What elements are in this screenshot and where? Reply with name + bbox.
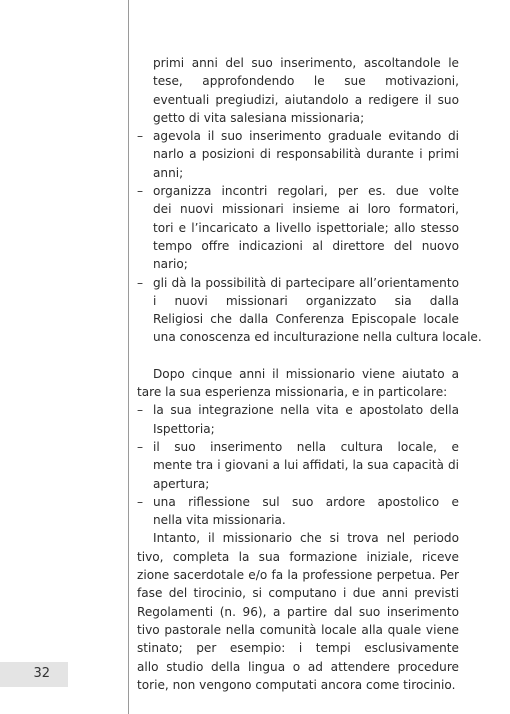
list-dash: – [137, 129, 144, 144]
text-line: primi anni del suo inserimento, ascoltandole le [153, 56, 459, 70]
text-line: getto di vita salesiana missionaria; [153, 110, 365, 125]
text-line: Intanto, il missionario che si trova nel periodo [153, 531, 459, 546]
text-line: Religiosi che dalla Conferenza Episcopale locale [153, 312, 459, 327]
text-line: – una riflessione sul suo ardore apostolico e [137, 493, 459, 511]
body-text [137, 54, 482, 694]
text-line: Ispettoria; [153, 421, 215, 436]
text-line: fase del tirocinio, si computano i due anni previsti [137, 586, 459, 601]
text-line: tivo, completa la sua formazione iniziale, riceve [137, 549, 459, 564]
text-line: una conoscenza ed inculturazione nella cultura locale. [153, 330, 482, 345]
text-line: i nuovi missionari organizzato sia dalla [153, 293, 459, 308]
text-line: tare la sua esperienza missionaria, e in particolare: [137, 385, 448, 400]
text-line: allo studio della lingua o ad attendere procedure [137, 659, 459, 674]
list-item [137, 274, 482, 347]
paragraph [137, 54, 459, 127]
text-line: zione sacerdotale e/o fa la professione perpetua. Per [137, 568, 459, 583]
list-item [137, 182, 459, 273]
paragraph [137, 529, 459, 694]
list-item [137, 127, 459, 182]
page-number: 32 [33, 666, 50, 681]
text-line: tese, approfondendo le sue motivazioni, [153, 74, 459, 89]
page-number-box [0, 662, 68, 687]
text-line: torie, non vengono computati ancora come tirocinio. [137, 677, 456, 692]
list-dash: – [137, 494, 144, 509]
text-line: mente tra i giovani a lui affidati, la sua capacità di [153, 458, 459, 473]
text-line: nella vita missionaria. [153, 513, 286, 528]
text-line: tempo offre indicazioni al direttore del nuovo [153, 238, 459, 253]
text-line: – gli dà la possibilità di partecipare all’orientamento [137, 274, 459, 292]
paragraph-gap [137, 347, 459, 365]
text-block-1 [137, 54, 482, 347]
text-line: anni; [153, 165, 184, 180]
list-item [137, 493, 459, 530]
text-line: dei nuovi missionari insieme ai loro formatori, [153, 202, 459, 217]
list-item [137, 438, 459, 493]
margin-rule [128, 0, 129, 714]
list-dash: – [137, 403, 144, 418]
text-block-2 [137, 365, 459, 694]
text-line: – organizza incontri regolari, per es. due volte [137, 182, 459, 200]
list-dash: – [137, 184, 144, 199]
list-item [137, 401, 459, 438]
text-line: tori e l’incaricato a livello ispettoriale; allo stesso [153, 220, 459, 235]
list-dash: – [137, 275, 144, 290]
paragraph [137, 365, 459, 402]
text-line: narlo a posizioni di responsabilità durante i primi [153, 147, 459, 162]
text-line: Dopo cinque anni il missionario viene aiutato a [153, 366, 459, 381]
text-line: – la sua integrazione nella vita e apostolato della [137, 401, 459, 419]
text-line: – il suo inserimento nella cultura locale, e [137, 438, 459, 456]
list-dash: – [137, 439, 144, 454]
text-line: apertura; [153, 476, 210, 491]
text-line: – agevola il suo inserimento graduale evitando di [137, 127, 459, 145]
text-line: stinato; per esempio: i tempi esclusivamente [137, 641, 459, 656]
text-line: tivo pastorale nella comunità locale alla quale viene [137, 622, 459, 637]
text-line: eventuali pregiudizi, aiutandolo a redigere il suo [153, 92, 459, 107]
text-line: Regolamenti (n. 96), a partire dal suo inserimento [137, 604, 459, 619]
text-line: nario; [153, 257, 188, 272]
